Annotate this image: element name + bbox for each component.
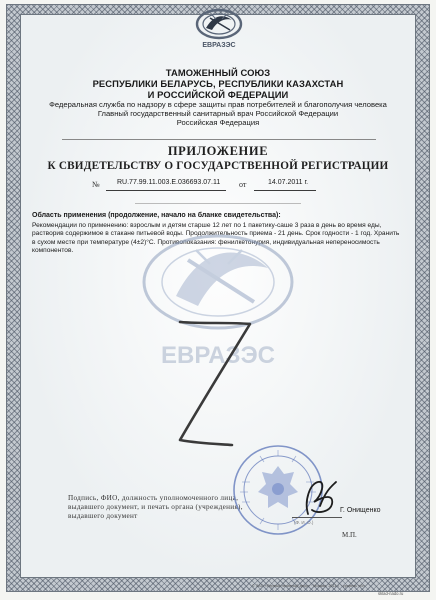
signer-name: Г. Онищенко (340, 507, 381, 514)
header-republics: РЕСПУБЛИКИ БЕЛАРУСЬ, РЕСПУБЛИКИ КАЗАХСТАН (92, 78, 344, 89)
eurasec-emblem-logo (186, 6, 252, 50)
watermark-text: ЕВРАЗЭС (160, 342, 276, 369)
handwritten-signature (296, 476, 344, 520)
registration-date: 14.07.2011 г. (268, 179, 309, 186)
header-chief-doctor: Главный государственный санитарный врач Российской Федерации (97, 109, 339, 118)
date-underline (254, 190, 316, 191)
stamp-place-label: М.П. (342, 531, 357, 539)
emblem-text: ЕВРАЗЭС (202, 42, 236, 49)
usage-recommendations: Рекомендации по применению: взрослым и детям старше 12 лет по 1 пакетику-саше 3 раза в день во время еды, растворив содержимое в стакане питьевой воды. Продолжительность приема - 21 день. Срок годности - 1 год. Хранить в сухом месте при температуре (4±2)°С. Противопоказания: фенилкетонурия, индивидуальная непереносимость компонентов. (32, 221, 400, 255)
header-federal-service: Федеральная служба по надзору в сфере защиты прав потребителей и благополучия человека (49, 100, 387, 109)
date-label: от (239, 180, 247, 189)
site-watermark: sklad-nado.ru (378, 591, 404, 596)
header-russian-federation: И РОССИЙСКОЙ ФЕДЕРАЦИИ (147, 89, 289, 100)
issuer-underline (62, 139, 376, 140)
header-country: Российская Федерация (176, 118, 260, 127)
appendix-title: ПРИЛОЖЕНИЕ (167, 144, 269, 158)
header-customs-union: ТАМОЖЕННЫЙ СОЮЗ (165, 67, 271, 78)
number-underline (106, 190, 226, 191)
signer-caption: (Ф. И. О.) (294, 520, 314, 525)
z-cancellation-mark (150, 316, 260, 450)
number-label: № (92, 180, 100, 189)
scope-heading: Область применения (продолжение, начало на бланке свидетельства): (32, 212, 281, 219)
registration-number: RU.77.99.11.003.Е.036693.07.11 (117, 179, 221, 186)
caption-rule (135, 203, 301, 204)
appendix-subtitle: К СВИДЕТЕЛЬСТВУ О ГОСУДАРСТВЕННОЙ РЕГИСТРАЦИИ (47, 160, 389, 172)
signature-label: Подпись, ФИО, должность уполномоченного лица, выдавшего документ, и печать органа (учреждения), выдавшего документ (68, 494, 243, 520)
signature-underline (292, 517, 342, 518)
printer-imprint: © ЗАО «Первый печатный двор» · Москва, 2011 г. · уровень «В» (252, 584, 365, 588)
